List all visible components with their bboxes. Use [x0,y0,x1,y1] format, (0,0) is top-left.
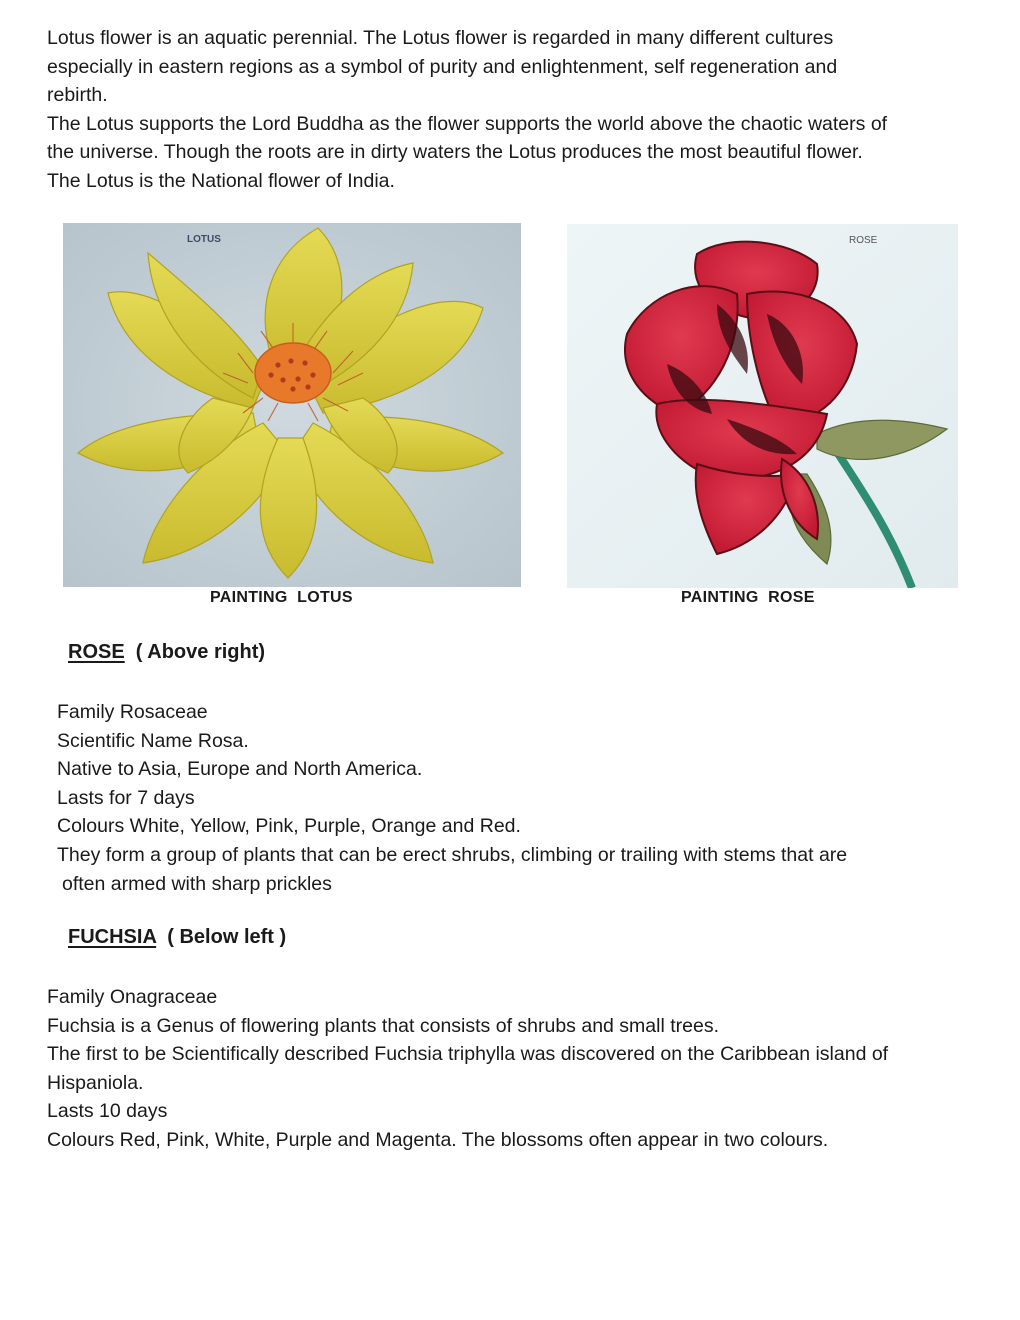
rose-detail-line: Family Rosaceae [57,701,208,723]
lotus-painting-image [63,223,521,587]
rose-heading [68,641,265,664]
lotus-caption: PAINTING LOTUS [210,589,353,606]
intro-line: rebirth. [47,84,108,107]
intro-line: The Lotus is the National flower of India. [47,169,395,192]
fuchsia-detail-line: Colours Red, Pink, White, Purple and Magenta. The blossoms often appear in two colours. [47,1128,829,1151]
fuchsia-detail-line: Family Onagraceae [47,986,218,1008]
fuchsia-details [47,983,987,1155]
fuchsia-detail-line: Lasts 10 days [47,1100,168,1123]
rose-caption: PAINTING ROSE [681,589,815,606]
intro-line: The Lotus supports the Lord Buddha as the flower supports the world above the chaotic waters of [47,112,888,135]
fuchsia-heading [68,926,286,949]
lotus-painting [63,223,521,587]
rose-note: ( Above right) [124,641,266,663]
intro-line: the universe. Though the roots are in dirty waters the Lotus produces the most beautiful flower. [47,141,863,164]
rose-painting-image [567,224,958,588]
rose-detail-line: They form a group of plants that can be erect shrubs, climbing or trailing with stems that are [57,843,848,866]
lotus-label: LOTUS [187,234,221,245]
rose-title: ROSE [68,641,125,663]
intro-paragraph [47,24,987,196]
rose-detail-line: Lasts for 7 days [57,786,195,809]
rose-detail-line: Scientific Name Rosa. [57,729,249,752]
fuchsia-detail-line: Fuchsia is a Genus of flowering plants that consists of shrubs and small trees. [47,1014,719,1037]
rose-painting [567,224,958,588]
fuchsia-detail-line: Hispaniola. [47,1071,144,1094]
rose-detail-line: Colours White, Yellow, Pink, Purple, Orange and Red. [57,815,521,838]
fuchsia-title: FUCHSIA [68,926,157,948]
intro-line: especially in eastern regions as a symbol of purity and enlightenment, self regeneration and [47,55,838,78]
fuchsia-detail-line: The first to be Scientifically described Fuchsia triphylla was discovered on the Caribbean island of [47,1043,889,1066]
rose-detail-line: Native to Asia, Europe and North America. [57,758,423,781]
fuchsia-note: ( Below left ) [156,926,287,948]
rose-details [57,698,977,898]
rose-label: ROSE [849,235,878,246]
rose-detail-line: often armed with sharp prickles [62,872,332,895]
intro-line: Lotus flower is an aquatic perennial. The Lotus flower is regarded in many different cultures [47,27,834,49]
